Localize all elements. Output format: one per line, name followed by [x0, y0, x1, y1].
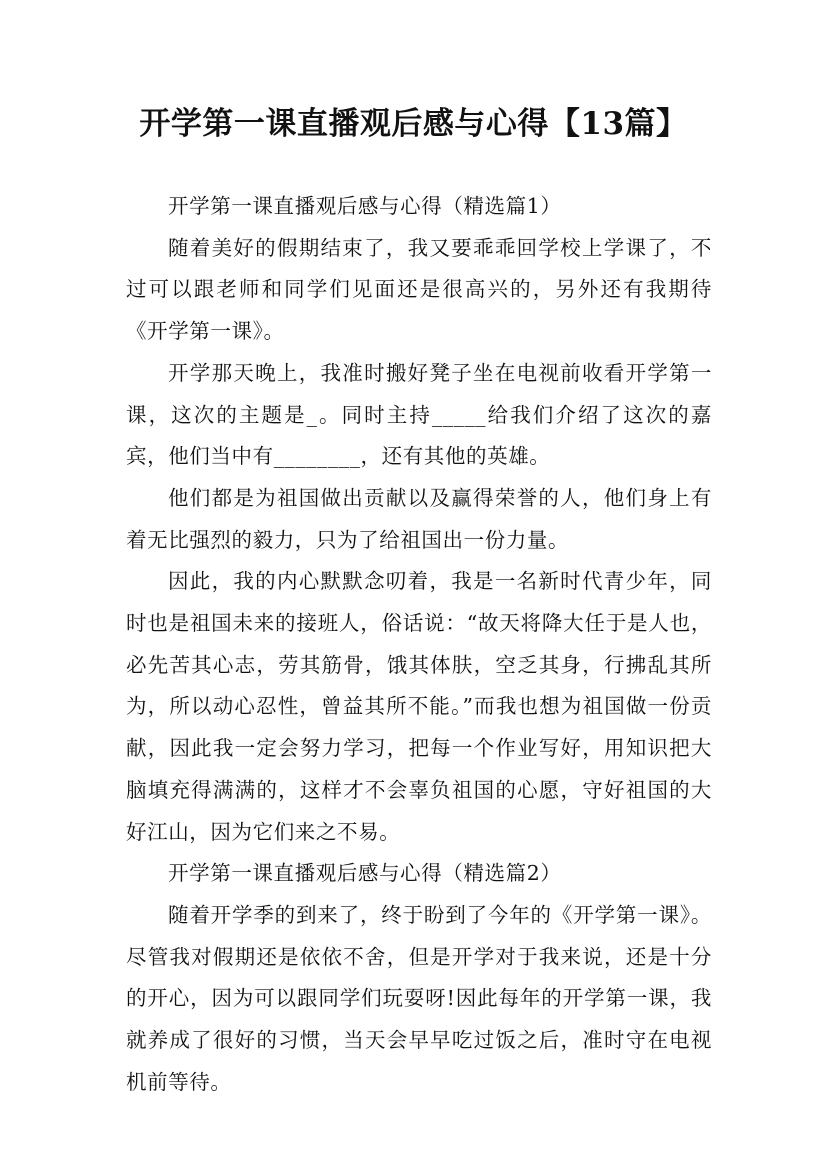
paragraph: 随着开学季的到来了，终于盼到了今年的《开学第一课》。尽管我对假期还是依依不舍，但是开学对于我来说，还是十分的开心，因为可以跟同学们玩耍呀!因此每年的开学第一课，我就养成了很好的习惯，当天会早早吃过饭之后，准时守在电视机前等待。: [126, 902, 712, 1094]
document-title: 开学第一课直播观后感与心得【13篇】: [139, 106, 688, 142]
paragraph: 因此，我的内心默默念叨着，我是一名新时代青少年，同时也是祖国未来的接班人，俗话说：“故天将降大任于是人也，必先苦其心志，劳其筋骨，饿其体肤，空乏其身，行拂乱其所为，所以动心忍性，曾益其所不能。”而我也想为祖国做一份贡献，因此我一定会努力学习，把每一个作业写好，用知识把大脑填充得满满的，这样才不会辜负祖国的心愿，守好祖国的大好江山，因为它们来之不易。: [126, 569, 712, 844]
document-body: [126, 186, 712, 1103]
section-heading: 开学第一课直播观后感与心得（精选篇1）: [168, 194, 562, 218]
paragraph: 开学那天晚上，我准时搬好凳子坐在电视前收看开学第一课，这次的主题是_。同时主持_____给我们介绍了这次的嘉宾，他们当中有________，还有其他的英雄。: [126, 360, 712, 469]
paragraph: 随着美好的假期结束了，我又要乖乖回学校上学课了，不过可以跟老师和同学们见面还是很高兴的，另外还有我期待《开学第一课》。: [126, 235, 712, 344]
paragraph: 他们都是为祖国做出贡献以及赢得荣誉的人，他们身上有着无比强烈的毅力，只为了给祖国出一份力量。: [126, 485, 712, 552]
section-heading: 开学第一课直播观后感与心得（精选篇2）: [168, 861, 562, 886]
